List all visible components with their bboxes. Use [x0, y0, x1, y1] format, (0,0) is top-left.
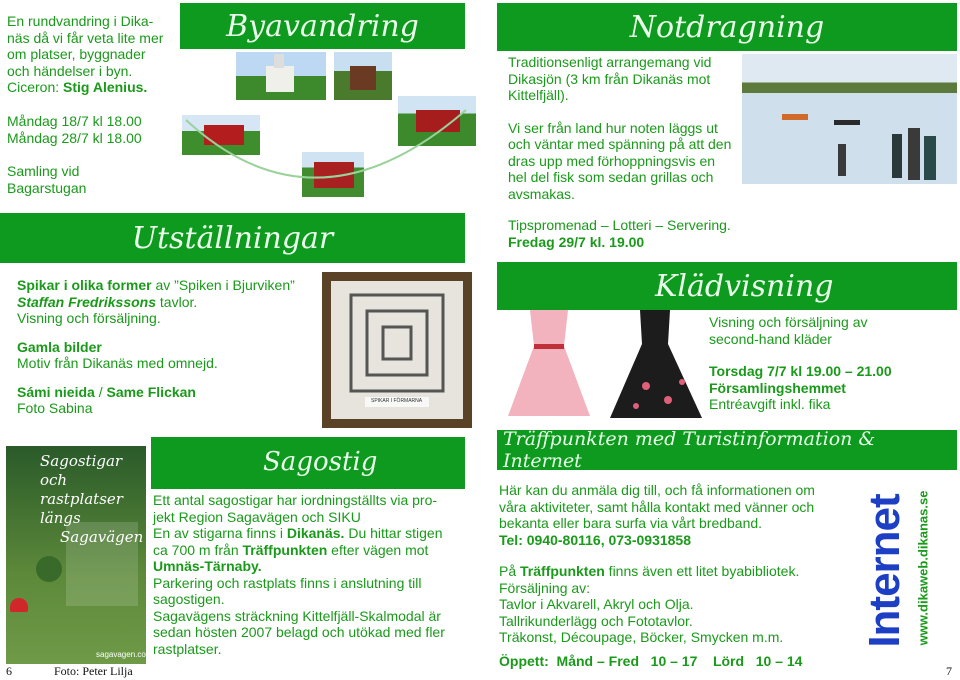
page-number-left: 6	[6, 664, 12, 678]
exhibits-text: Spikar i olika former av ”Spiken i Bjurviken” Staffan Fredrikssons tavlor. Visning och försäljning. Gamla bilder Motiv från Dikanäs med omnejd. Sámi nieida / Same Flickan Foto Sabina	[17, 277, 295, 416]
meeting-place: Samling vid Bagarstugan	[7, 163, 87, 196]
traffpunkten-text: Här kan du anmäla dig till, och få informationen om våra aktiviteter, samt hålla kontakt med vänner och bekanta eller bara surfa via vårt bredband. Tel: 0940-80116, 073-0931858 På Träffpunkten finns även ett litet byabibliotek. Försäljning av: Tavlor i Akvarell, Akryl och Olja. Tallrikunderlägg och Fototavlor. Träkonst, Découpage, Böcker, Smycken m.m. Öppett: Månd – Fred 10 – 17 Lörd 10 – 14	[499, 482, 815, 669]
kladvisning-text: Visning och försäljning av second-hand kläder Torsdag 7/7 kl 19.00 – 21.00 Församlingshemmet Entréavgift inkl. fika	[709, 314, 892, 412]
sagostig-text: Ett antal sagostigar har iordningställts via pro- jekt Region Sagavägen och SIKU En av stigarna finns i Dikanäs. Du hittar stigen ca 700 m från Träffpunkten efter vägen mot Umnäs-Tärnaby. Parkering och rastplats finns i anslutning till sagostigen. Sagavägens sträckning Kittelfjäll-Skalmodal är sedan hösten 2007 belagd och utökad med fler rastplatser.	[153, 492, 445, 657]
nail-artwork-photo: SPIKAR I FÖRMARNA	[322, 272, 472, 428]
internet-logo: Internet	[860, 494, 909, 648]
intro-text: En rundvandring i Dika- näs då vi får veta lite mer om platser, byggnader och händelser i byn. Ciceron: Stig Alenius.	[7, 13, 164, 95]
notdragning-text: Traditionsenligt arrangemang vid Dikasjön (3 km från Dikanäs mot Kittelfjäll). Vi ser från land hur noten läggs ut och väntar med spänning på att den dras upp med förhoppningsvis en hel del fisk som sedan grillas och avsmakas. Tipspromenad – Lotteri – Servering. Fredag 29/7 kl. 19.00	[508, 54, 732, 250]
kladvisning-title: Klädvisning	[497, 262, 957, 310]
walk-dates: Måndag 18/7 kl 18.00 Måndag 28/7 kl 18.00	[7, 113, 142, 146]
lake-seine-photo	[742, 54, 957, 184]
notdragning-title: Notdragning	[497, 3, 957, 51]
black-dress-photo	[606, 306, 706, 424]
utstallningar-title: Utställningar	[0, 213, 465, 263]
pink-dress-photo	[500, 306, 598, 422]
website-link[interactable]: www.dikaweb.dikanas.se	[915, 490, 931, 646]
sagostig-brochure-photo: Sagostigar och rastplatser längs Sagavägen sagavagen.com	[6, 446, 146, 664]
photo-arc	[176, 90, 476, 210]
photo-credit: Foto: Peter Lilja	[54, 664, 133, 678]
byavandring-title: Byavandring	[180, 3, 465, 49]
website-url	[912, 472, 934, 664]
traffpunkten-title: Träffpunkten med Turistinformation & Internet	[497, 430, 957, 470]
sagostig-title: Sagostig	[151, 437, 465, 489]
page-number-right: 7	[946, 664, 952, 678]
mushroom-icon	[10, 598, 28, 612]
